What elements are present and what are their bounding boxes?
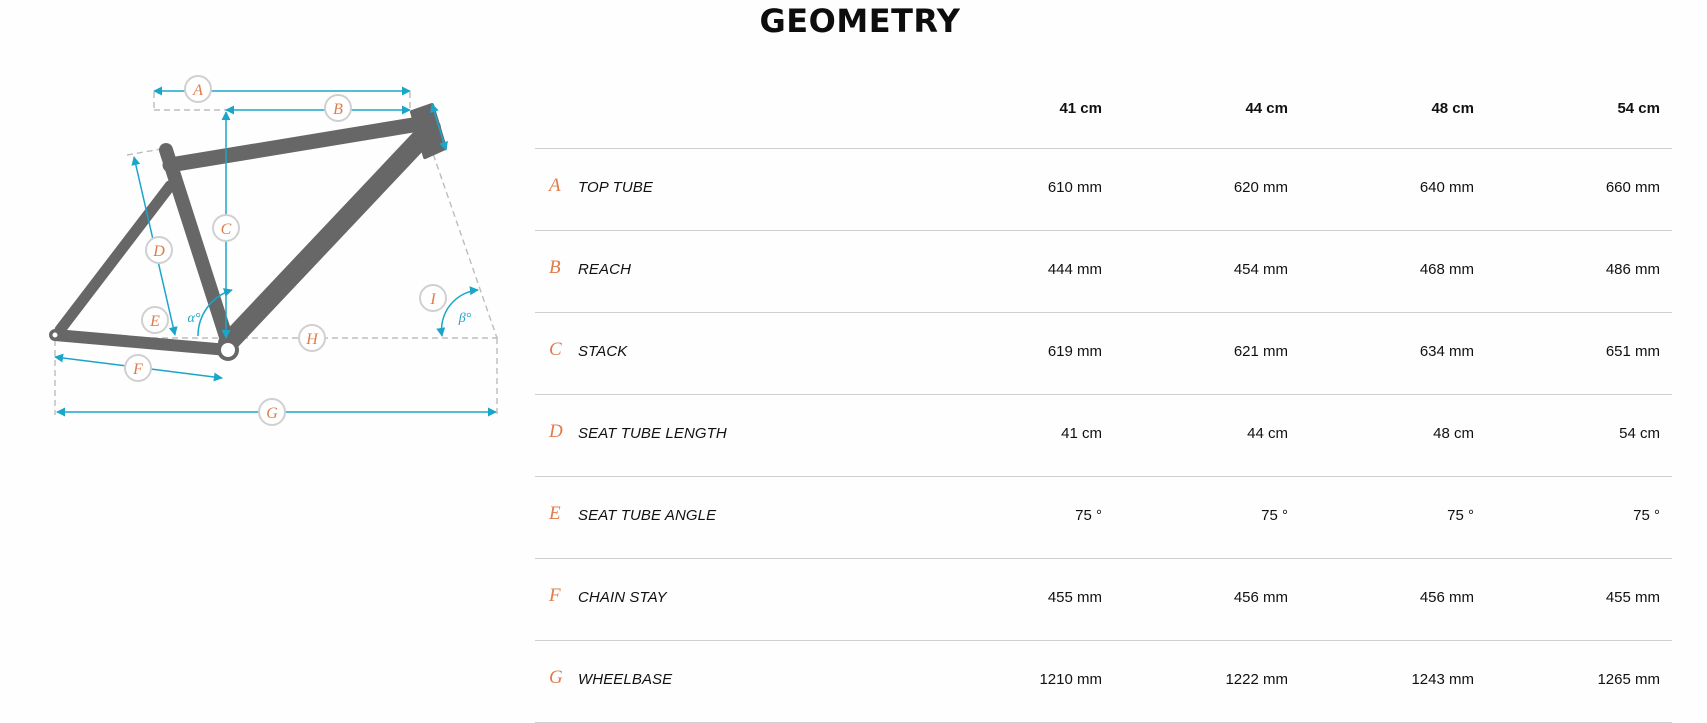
svg-text:B: B [333,101,343,118]
row-label: SEAT TUBE LENGTH [578,425,727,442]
row-label: CHAIN STAY [578,589,667,606]
svg-text:F: F [133,361,143,378]
table-cell: 54 cm [1619,425,1660,442]
table-cell: 455 mm [1605,589,1660,606]
table-cell: 41 cm [1061,425,1102,442]
table-cell: 454 mm [1233,261,1288,278]
table-cell: 634 mm [1419,343,1474,360]
table-cell: 444 mm [1047,261,1102,278]
geometry-table [535,68,1672,723]
table-cell: 75 ° [1633,507,1660,524]
table-cell: 1243 mm [1411,671,1474,688]
row-letter: E [549,503,561,524]
table-row [535,395,1672,477]
angle-beta: β° [458,311,472,326]
table-cell: 455 mm [1047,589,1102,606]
row-label: REACH [578,261,632,278]
table-cell: 48 cm [1433,425,1474,442]
page-title: GEOMETRY [759,2,961,40]
table-cell: 620 mm [1233,179,1288,196]
row-letter: B [549,257,561,278]
table-cell: 75 ° [1447,507,1474,524]
row-label: TOP TUBE [578,179,653,196]
label-b [325,95,351,121]
row-letter: C [549,339,562,360]
size-header: 48 cm [1431,100,1474,117]
table-row [535,641,1672,723]
table-cell: 619 mm [1047,343,1102,360]
row-letter: F [549,585,561,606]
table-cell: 610 mm [1047,179,1102,196]
size-header: 41 cm [1059,100,1102,117]
table-cell: 468 mm [1419,261,1474,278]
label-c [213,215,239,241]
table-cell: 486 mm [1605,261,1660,278]
label-e [142,307,168,333]
size-header: 54 cm [1617,100,1660,117]
size-header: 44 cm [1245,100,1288,117]
label-a [185,76,211,102]
label-f [125,355,151,381]
row-letter: A [549,175,561,196]
table-header [535,68,1672,149]
table-row [535,313,1672,395]
row-letter: D [549,421,563,442]
table-cell: 1210 mm [1039,671,1102,688]
row-letter: G [549,667,563,688]
label-i [420,285,446,311]
angle-alpha: α° [187,311,201,326]
table-cell: 75 ° [1261,507,1288,524]
table-row [535,149,1672,231]
table-cell: 456 mm [1233,589,1288,606]
table-cell: 456 mm [1419,589,1474,606]
row-label: STACK [578,343,628,360]
bottom-bracket [219,341,237,359]
svg-text:A: A [193,82,203,99]
svg-text:C: C [220,221,232,238]
table-cell: 1265 mm [1597,671,1660,688]
table-cell: 651 mm [1605,343,1660,360]
svg-text:E: E [150,313,160,330]
table-cell: 660 mm [1605,179,1660,196]
row-label: WHEELBASE [578,671,673,688]
table-row [535,231,1672,313]
label-g [259,399,285,425]
table-cell: 44 cm [1247,425,1288,442]
label-h [299,325,325,351]
bike-frame [55,105,445,350]
frame-geometry-diagram [40,60,510,430]
rear-dropout [51,331,59,339]
svg-text:I: I [430,291,436,308]
svg-text:D: D [153,243,165,260]
table-row [535,559,1672,641]
table-row [535,477,1672,559]
table-cell: 1222 mm [1225,671,1288,688]
table-cell: 621 mm [1233,343,1288,360]
table-cell: 75 ° [1075,507,1102,524]
table-cell: 640 mm [1419,179,1474,196]
svg-text:H: H [306,331,318,348]
label-d [146,237,172,263]
svg-text:G: G [266,405,278,422]
row-label: SEAT TUBE ANGLE [578,507,717,524]
